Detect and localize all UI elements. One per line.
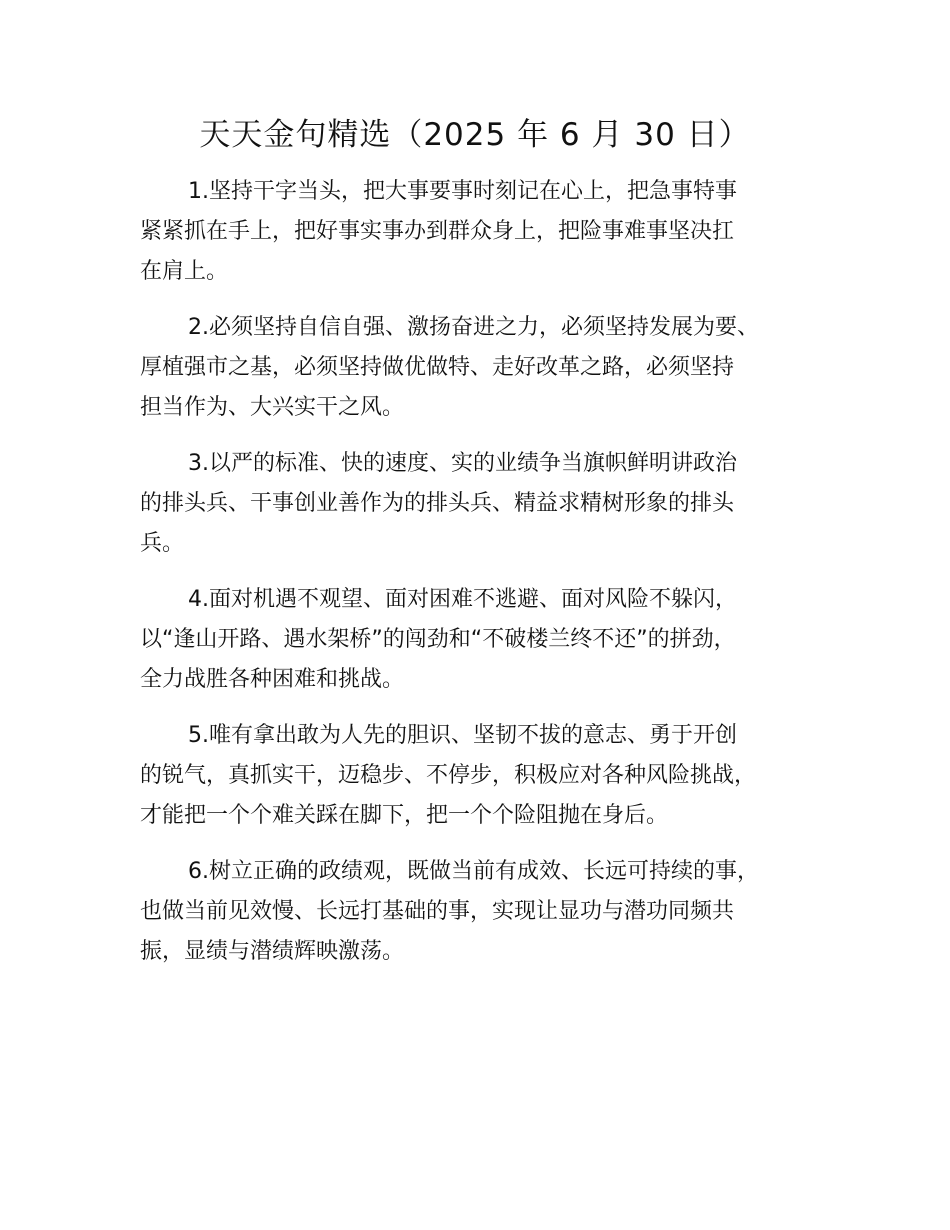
paragraph-line: 以“逢山开路、遇水架桥”的闯劲和“不破楼兰终不还”的拼劲， [140,627,736,652]
paragraph-line: 在肩上。 [140,259,229,284]
paragraph-line: 全力战胜各种困难和挑战。 [140,667,405,692]
paragraph-line: 担当作为、大兴实干之风。 [140,395,405,420]
document-title: 天天金句精选（2025 年 6 月 30 日） [199,117,751,153]
paragraph-line: 1.坚持干字当头，把大事要事时刻记在心上，把急事特事 [188,179,737,204]
paragraph-4 [140,580,840,700]
paragraph-line: 3.以严的标准、快的速度、实的业绩争当旗帜鲜明讲政治 [188,451,737,476]
paragraph-line: 振，显绩与潜绩辉映激荡。 [140,939,405,964]
paragraph-line: 才能把一个个难关踩在脚下，把一个个险阻抛在身后。 [140,803,669,828]
paragraph-5 [140,716,840,836]
document-body [140,172,840,988]
paragraph-3 [140,444,840,564]
paragraph-line: 2.必须坚持自信自强、激扬奋进之力，必须坚持发展为要、 [188,315,759,340]
paragraph-6 [140,852,840,972]
paragraph-line: 6.树立正确的政绩观，既做当前有成效、长远可持续的事， [188,859,759,884]
paragraph-line: 紧紧抓在手上，把好事实事办到群众身上，把险事难事坚决扛 [140,219,735,244]
paragraph-line: 也做当前见效慢、长远打基础的事，实现让显功与潜功同频共 [140,899,735,924]
paragraph-line: 厚植强市之基，必须坚持做优做特、走好改革之路，必须坚持 [140,355,735,380]
paragraph-line: 的锐气，真抓实干，迈稳步、不停步，积极应对各种风险挑战， [140,763,757,788]
paragraph-line: 4.面对机遇不观望、面对困难不逃避、面对风险不躲闪， [188,587,737,612]
paragraph-line: 兵。 [140,531,185,556]
paragraph-line: 5.唯有拿出敢为人先的胆识、坚韧不拔的意志、勇于开创 [188,723,737,748]
paragraph-2 [140,308,840,428]
paragraph-line: 的排头兵、干事创业善作为的排头兵、精益求精树形象的排头 [140,491,735,516]
paragraph-1 [140,172,840,292]
